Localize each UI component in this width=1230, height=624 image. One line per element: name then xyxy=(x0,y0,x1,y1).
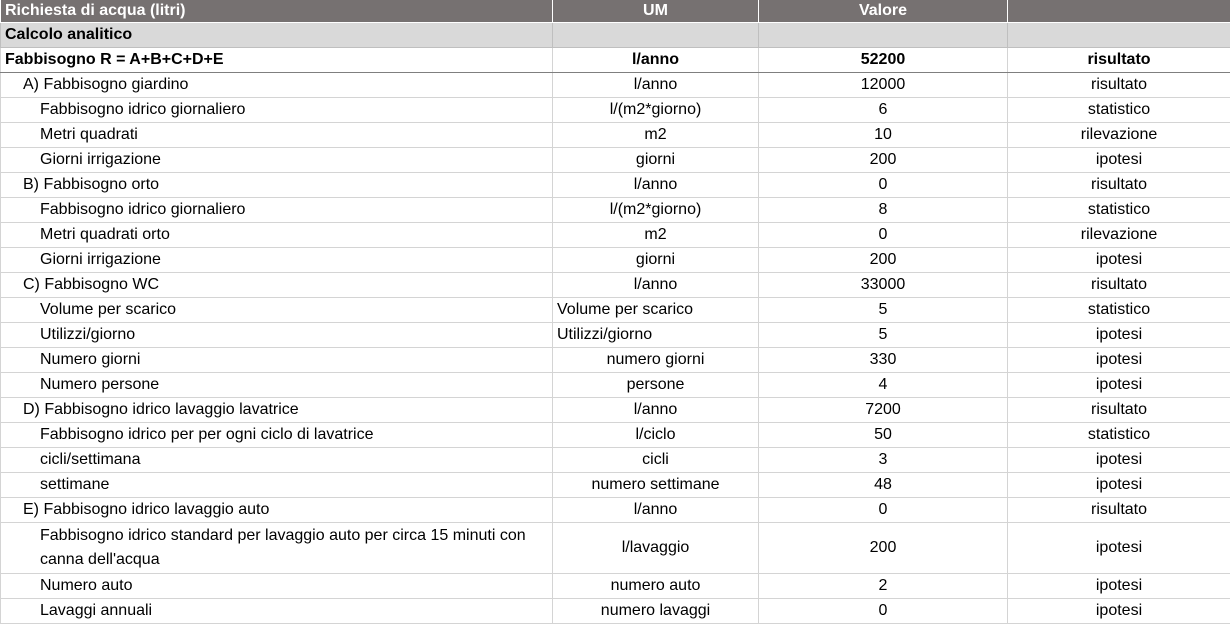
row-um[interactable]: numero giorni xyxy=(553,348,759,373)
table-row xyxy=(1,148,1230,173)
row-value[interactable]: 200 xyxy=(759,523,1008,574)
row-label[interactable]: Volume per scarico xyxy=(1,298,553,323)
row-label[interactable]: D) Fabbisogno idrico lavaggio lavatrice xyxy=(1,398,553,423)
row-um[interactable]: l/lavaggio xyxy=(553,523,759,574)
table-row xyxy=(1,348,1230,373)
row-type[interactable]: statistico xyxy=(1008,198,1230,223)
row-value[interactable]: 7200 xyxy=(759,398,1008,423)
row-um[interactable]: giorni xyxy=(553,148,759,173)
row-type[interactable]: risultato xyxy=(1008,398,1230,423)
header-value[interactable]: Valore xyxy=(759,0,1008,23)
table-row xyxy=(1,473,1230,498)
header-type[interactable] xyxy=(1008,0,1230,23)
row-label[interactable]: Fabbisogno idrico standard per lavaggio auto per circa 15 minuti con canna dell'acqua xyxy=(1,523,553,574)
row-value[interactable]: 0 xyxy=(759,498,1008,523)
row-value[interactable]: 10 xyxy=(759,123,1008,148)
row-value[interactable]: 3 xyxy=(759,448,1008,473)
header-um[interactable]: UM xyxy=(553,0,759,23)
row-value[interactable]: 0 xyxy=(759,173,1008,198)
row-um[interactable]: Utilizzi/giorno xyxy=(553,323,759,348)
total-type[interactable]: risultato xyxy=(1008,48,1230,73)
row-label[interactable]: cicli/settimana xyxy=(1,448,553,473)
table-row xyxy=(1,273,1230,298)
row-type[interactable]: risultato xyxy=(1008,498,1230,523)
row-value[interactable]: 2 xyxy=(759,574,1008,599)
row-um[interactable]: m2 xyxy=(553,223,759,248)
row-um[interactable]: Volume per scarico xyxy=(553,298,759,323)
row-um[interactable]: l/anno xyxy=(553,273,759,298)
row-type[interactable]: ipotesi xyxy=(1008,148,1230,173)
row-label[interactable]: Giorni irrigazione xyxy=(1,148,553,173)
row-type[interactable]: ipotesi xyxy=(1008,574,1230,599)
row-type[interactable]: risultato xyxy=(1008,73,1230,98)
row-label[interactable]: Numero persone xyxy=(1,373,553,398)
row-type[interactable]: rilevazione xyxy=(1008,123,1230,148)
total-um[interactable]: l/anno xyxy=(553,48,759,73)
table-row xyxy=(1,73,1230,98)
row-type[interactable]: ipotesi xyxy=(1008,248,1230,273)
row-um[interactable]: l/anno xyxy=(553,498,759,523)
row-label[interactable]: A) Fabbisogno giardino xyxy=(1,73,553,98)
row-um[interactable]: numero settimane xyxy=(553,473,759,498)
row-um[interactable]: l/anno xyxy=(553,398,759,423)
row-label[interactable]: C) Fabbisogno WC xyxy=(1,273,553,298)
row-value[interactable]: 5 xyxy=(759,323,1008,348)
table-row xyxy=(1,523,1230,574)
row-type[interactable]: ipotesi xyxy=(1008,323,1230,348)
section-cell[interactable] xyxy=(759,23,1008,48)
row-value[interactable]: 200 xyxy=(759,248,1008,273)
row-um[interactable]: m2 xyxy=(553,123,759,148)
table-row xyxy=(1,323,1230,348)
row-type[interactable]: ipotesi xyxy=(1008,348,1230,373)
row-label[interactable]: Lavaggi annuali xyxy=(1,599,553,624)
row-um[interactable]: numero lavaggi xyxy=(553,599,759,624)
header-description[interactable]: Richiesta di acqua (litri) xyxy=(1,0,553,23)
row-value[interactable]: 48 xyxy=(759,473,1008,498)
row-label[interactable]: Fabbisogno idrico giornaliero xyxy=(1,198,553,223)
table-row xyxy=(1,223,1230,248)
table-row xyxy=(1,123,1230,148)
section-cell[interactable] xyxy=(1008,23,1230,48)
row-value[interactable]: 0 xyxy=(759,599,1008,624)
row-label[interactable]: Numero giorni xyxy=(1,348,553,373)
row-value[interactable]: 0 xyxy=(759,223,1008,248)
row-type[interactable]: ipotesi xyxy=(1008,599,1230,624)
row-label[interactable]: E) Fabbisogno idrico lavaggio auto xyxy=(1,498,553,523)
row-label[interactable]: B) Fabbisogno orto xyxy=(1,173,553,198)
row-value[interactable]: 4 xyxy=(759,373,1008,398)
row-um[interactable]: l/anno xyxy=(553,173,759,198)
row-um[interactable]: l/(m2*giorno) xyxy=(553,198,759,223)
row-label[interactable]: Giorni irrigazione xyxy=(1,248,553,273)
total-label[interactable]: Fabbisogno R = A+B+C+D+E xyxy=(1,48,553,73)
row-label[interactable]: Metri quadrati orto xyxy=(1,223,553,248)
row-type[interactable]: ipotesi xyxy=(1008,473,1230,498)
row-type[interactable]: statistico xyxy=(1008,423,1230,448)
row-type[interactable]: ipotesi xyxy=(1008,373,1230,398)
table-row xyxy=(1,173,1230,198)
row-um[interactable]: l/(m2*giorno) xyxy=(553,98,759,123)
row-type[interactable]: statistico xyxy=(1008,298,1230,323)
table-row xyxy=(1,198,1230,223)
row-type[interactable]: ipotesi xyxy=(1008,448,1230,473)
table-row xyxy=(1,248,1230,273)
row-label[interactable]: Metri quadrati xyxy=(1,123,553,148)
row-type[interactable]: risultato xyxy=(1008,273,1230,298)
row-value[interactable]: 330 xyxy=(759,348,1008,373)
row-um[interactable]: cicli xyxy=(553,448,759,473)
row-um[interactable]: l/ciclo xyxy=(553,423,759,448)
row-value[interactable]: 200 xyxy=(759,148,1008,173)
row-value[interactable]: 5 xyxy=(759,298,1008,323)
header-row xyxy=(1,0,1230,23)
row-um[interactable]: giorni xyxy=(553,248,759,273)
row-type[interactable]: statistico xyxy=(1008,98,1230,123)
section-title[interactable]: Calcolo analitico xyxy=(1,23,553,48)
row-value[interactable]: 6 xyxy=(759,98,1008,123)
row-label[interactable]: settimane xyxy=(1,473,553,498)
total-value[interactable]: 52200 xyxy=(759,48,1008,73)
row-type[interactable]: rilevazione xyxy=(1008,223,1230,248)
section-row xyxy=(1,23,1230,48)
table-row xyxy=(1,373,1230,398)
section-cell[interactable] xyxy=(553,23,759,48)
row-label[interactable]: Utilizzi/giorno xyxy=(1,323,553,348)
row-label[interactable]: Fabbisogno idrico giornaliero xyxy=(1,98,553,123)
row-type[interactable]: ipotesi xyxy=(1008,523,1230,574)
table-row xyxy=(1,398,1230,423)
table-row xyxy=(1,498,1230,523)
row-type[interactable]: risultato xyxy=(1008,173,1230,198)
row-um[interactable]: l/anno xyxy=(553,73,759,98)
table-row xyxy=(1,448,1230,473)
row-value[interactable]: 8 xyxy=(759,198,1008,223)
row-value[interactable]: 33000 xyxy=(759,273,1008,298)
table-row xyxy=(1,423,1230,448)
row-value[interactable]: 12000 xyxy=(759,73,1008,98)
table-row xyxy=(1,298,1230,323)
row-um[interactable]: persone xyxy=(553,373,759,398)
row-um[interactable]: numero auto xyxy=(553,574,759,599)
row-value[interactable]: 50 xyxy=(759,423,1008,448)
row-label[interactable]: Fabbisogno idrico per per ogni ciclo di lavatrice xyxy=(1,423,553,448)
table-row xyxy=(1,574,1230,599)
row-label[interactable]: Numero auto xyxy=(1,574,553,599)
total-row xyxy=(1,48,1230,73)
table-row xyxy=(1,98,1230,123)
